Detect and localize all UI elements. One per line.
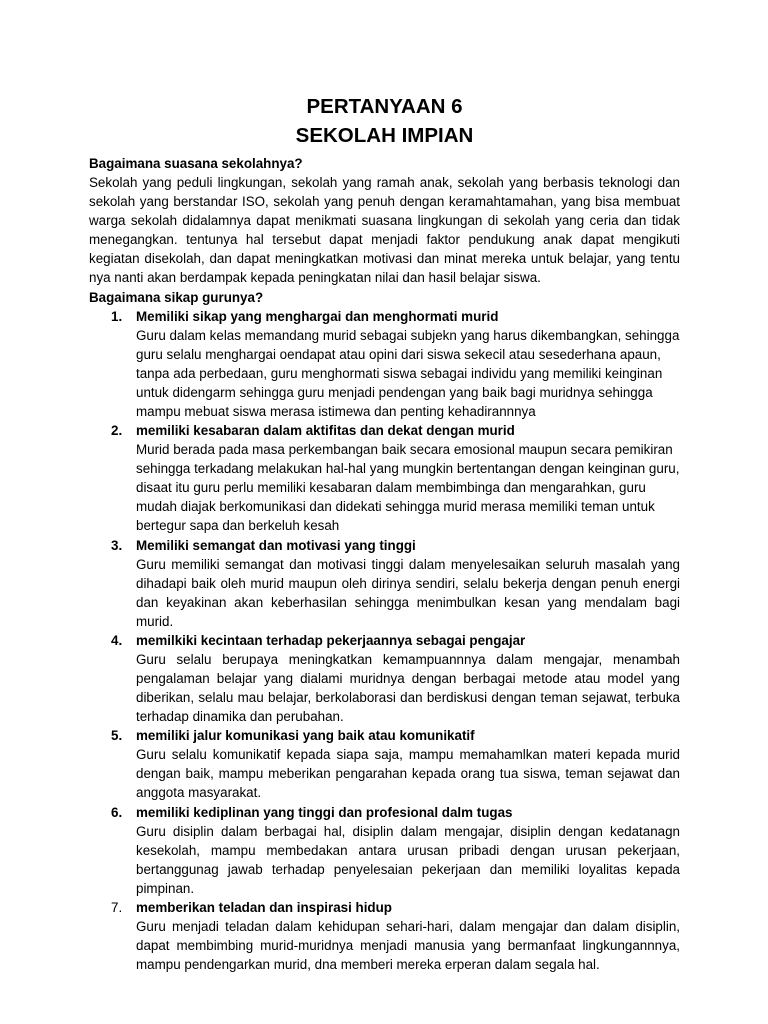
list-item-body: Guru selalu komunikatif kepada siapa saja, mampu memahamlkan materi kepada murid dengan baik, mampu meberikan pengarahan kepada orang tua siswa, teman sejawat dan anggota masyarakat. (136, 747, 680, 801)
list-item-heading: memilkiki kecintaan terhadap pekerjaannya sebagai pengajar (136, 632, 526, 648)
list-item-number: 3. (111, 537, 123, 553)
list-item-body: Guru selalu berupaya meningkatkan kemampuannnya dalam mengajar, menambah pengalaman belajar yang dialami muridnya dengan berbagai metode atau model yang diberikan, selalu mau belajar, berkolaborasi dan berdiskusi dengan teman sejawat, terbuka terhadap dinamika dan perubahan. (136, 651, 680, 725)
list-item-heading: Memiliki semangat dan motivasi yang tinggi (136, 537, 416, 553)
list-item-body: Guru menjadi teladan dalam kehidupan sehari-hari, dalam mengajar dan dalam disiplin, dapat membimbing murid-muridnya menjadi manusia yang bermanfaat lingkungannnya, mampu pendengarkan murid, dna memberi mereka erperan dalam segala hal. (136, 918, 680, 973)
title-line-2: SEKOLAH IMPIAN (295, 124, 474, 147)
list-item-body: Guru dalam kelas memandang murid sebagai subjekn yang harus dikembangkan, sehingga guru selalu menghargai oendapat atau opini dari siswa sekecil atau sesederhana apaun, tanpa ada perbedaan, guru menghormati siswa sebagai individu yang memiliki keinginan untuk didengarm sehingga guru menjadi pendengan yang baik bagi muridnya sehingga mampu mebuat siswa merasa istimewa dan penting kehadirannnya (136, 327, 680, 419)
list-item-heading: memiliki kesabaran dalam aktifitas dan dekat dengan murid (136, 423, 515, 439)
list-item (89, 898, 680, 974)
list-item-body: Guru disiplin dalam berbagai hal, disiplin dalam mengajar, disiplin dengan kedatanagn kesekolah, mampu membedakan antara urusan pribadi dengan urusan pekerjaan, bertanggunag jawab terhadap penyelesaian pekerjaan dan memiliki loyalitas kepada pimpinan. (136, 823, 680, 896)
list-item-heading: memiliki kediplinan yang tinggi dan profesional dalm tugas (136, 804, 513, 820)
list-item-body: Guru memiliki semangat dan motivasi tinggi dalam menyelesaikan seluruh masalah yang dihadapi baik oleh murid maupun oleh dirinya sendiri, selalu bekerja dengan penuh energi dan keyakinan akan keberhasilan sehingga menimbulkan kesan yang mendalam bagi murid. (136, 556, 680, 629)
list-item-heading: memiliki jalur komunikasi yang baik atau komunikatif (136, 728, 475, 744)
list-item-number: 7. (111, 899, 123, 915)
list-item (89, 726, 680, 802)
title-line-1: PERTANYAAN 6 (306, 95, 463, 118)
question-2: Bagaimana sikap gurunya? (89, 289, 264, 305)
list-item (89, 421, 680, 535)
list-item-number: 6. (111, 804, 123, 820)
question-1: Bagaimana suasana sekolahnya? (89, 156, 303, 171)
list-item-number: 1. (111, 308, 123, 324)
list-item-number: 5. (111, 728, 123, 744)
list-item-heading: memberikan teladan dan inspirasi hidup (136, 899, 392, 915)
list-item-heading: Memiliki sikap yang menghargai dan menghormati murid (136, 308, 499, 324)
answer-1: Sekolah yang peduli lingkungan, sekolah yang ramah anak, sekolah yang berbasis teknologi dan sekolah yang berstandar ISO, sekolah yang penuh dengan keramahtamahan, yang bisa membuat warga sekolah didalamnya dapat menikmati suasana lingkungan di sekolah yang ceria dan tidak menegangkan. tentunya hal tersebut dapat menjadi faktor pendukung anak dapat mengikuti kegiatan disekolah, dan dapat meningkatkan motivasi dan minat mereka untuk belajar, yang tentu nya nanti akan berdampak kepada peningkatan nilai dan hasil belajar siswa. (89, 175, 680, 286)
list-item-number: 4. (111, 632, 123, 648)
list-item (89, 803, 680, 898)
list-item (89, 307, 680, 421)
list-item (89, 536, 680, 631)
list-item-number: 2. (111, 423, 123, 439)
list-item (89, 631, 680, 726)
teacher-attitude-list (89, 307, 680, 975)
list-item-body: Murid berada pada masa perkembangan baik secara emosional maupun secara pemikiran sehingga terkadang melakukan hal-hal yang mungkin bertentangan dengan keinginan guru, disaat itu guru perlu memiliki kesabaran dalam membimbinga dan mengarahkan, guru mudah diajak berkomunikasi dan didekati sehingga murid merasa memiliki teman untuk bertegur sapa dan berkeluh kesah (136, 442, 680, 534)
